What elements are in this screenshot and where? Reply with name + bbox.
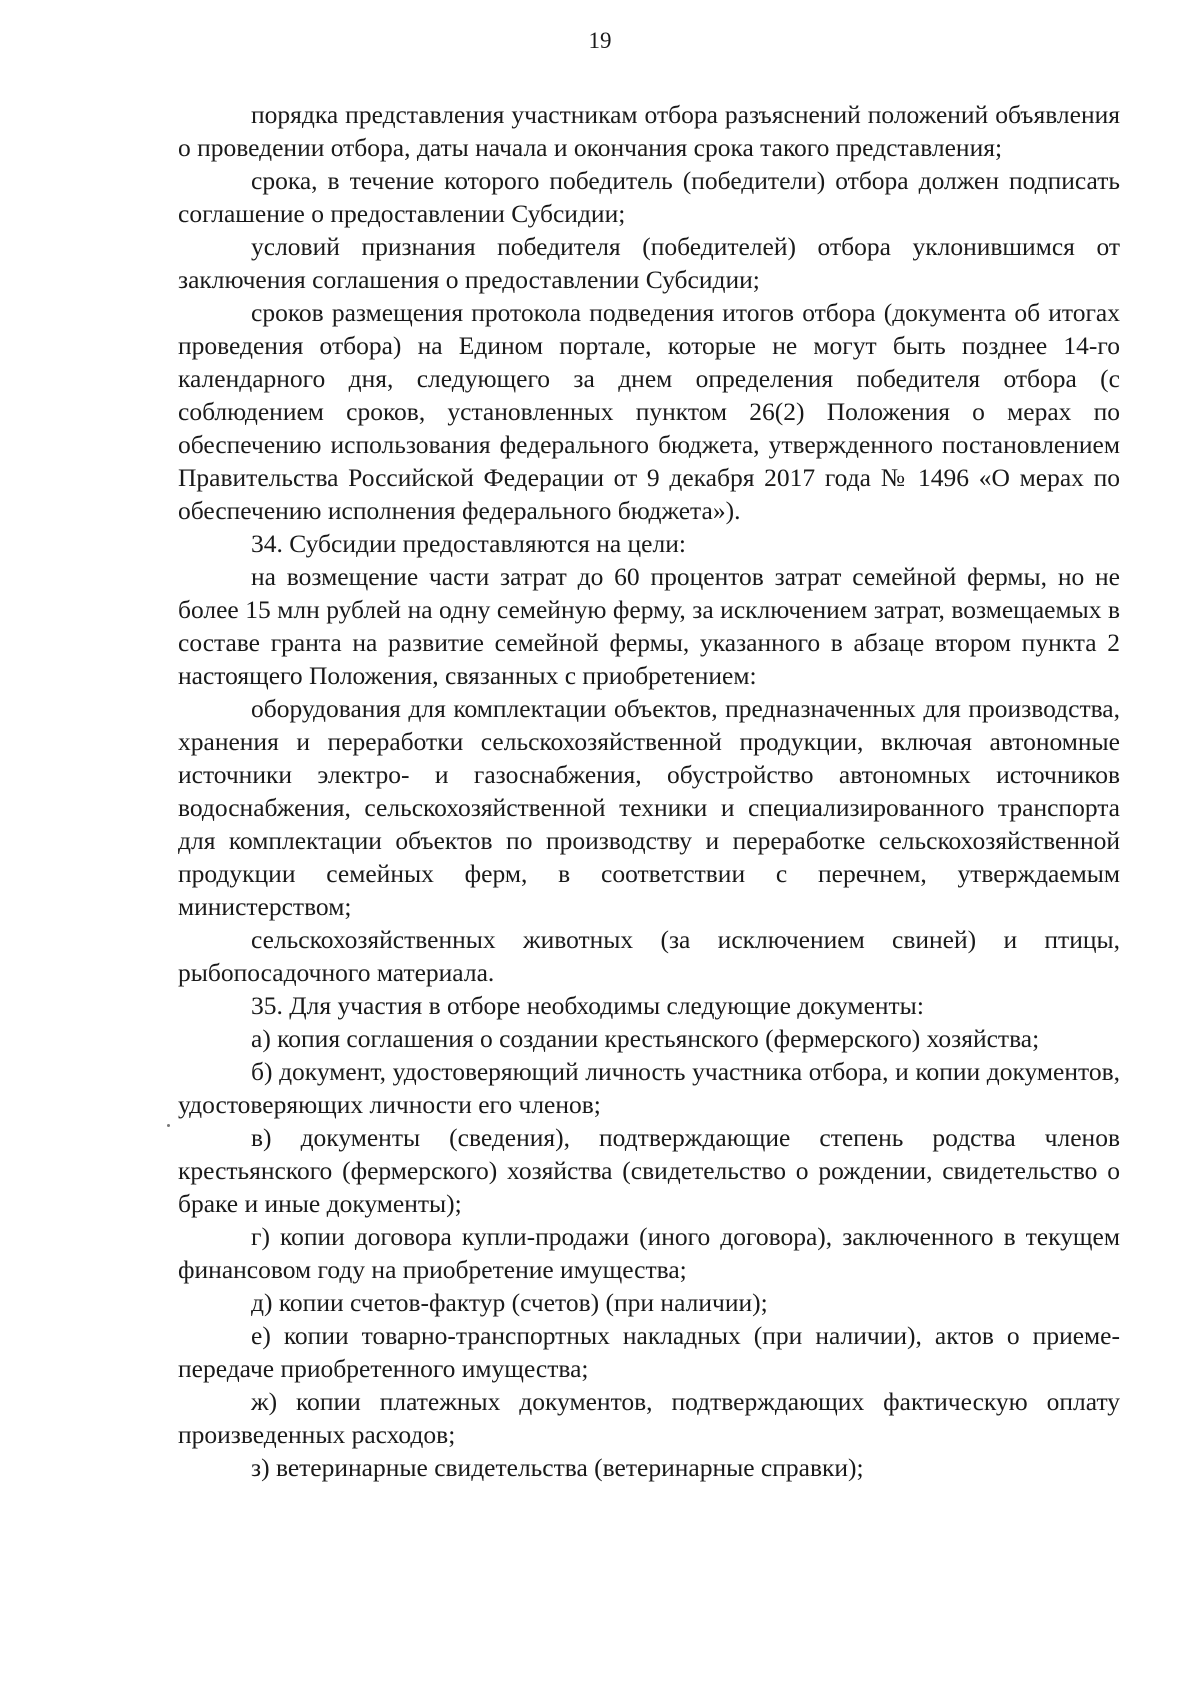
list-item-d: д) копии счетов-фактур (счетов) (при наличии); — [251, 1288, 768, 1317]
paragraph-cost-reimbursement: на возмещение части затрат до 60 процентов затрат семейной фермы, но не более 15 млн рублей на одну семейную ферму, за исключением затрат, возмещаемых в составе гранта на развитие семейной фермы, указанного в абзаце втором пункта 2 настоящего Положения, связанных с приобретением: — [178, 562, 1120, 690]
paragraph-item-35: 35. Для участия в отборе необходимы следующие документы: — [251, 991, 924, 1020]
paragraph-item-34: 34. Субсидии предоставляются на цели: — [251, 529, 686, 558]
paragraph-animals: сельскохозяйственных животных (за исключением свиней) и птицы, рыбопосадочного материала. — [178, 925, 1120, 987]
list-item-e: е) копии товарно-транспортных накладных (при наличии), актов о приеме-передаче приобретенного имущества; — [178, 1321, 1120, 1383]
paragraph-evasion-conditions: условий признания победителя (победителей) отбора уклонившимся от заключения соглашения о предоставлении Субсидии; — [178, 232, 1120, 294]
list-item-zh: ж) копии платежных документов, подтверждающих фактическую оплату произведенных расходов; — [178, 1387, 1120, 1449]
paragraph-equipment: оборудования для комплектации объектов, предназначенных для производства, хранения и переработки сельскохозяйственной продукции, включая автономные источники электро- и газоснабжения, обустройство автономных источников водоснабжения, сельскохозяйственной техники и специализированного транспорта для комплектации объектов по производству и переработке сельскохозяйственной продукции семейных ферм, в соответствии с перечнем, утверждаемым министерством; — [178, 694, 1120, 921]
list-item-v: в) документы (сведения), подтверждающие степень родства членов крестьянского (фермерского) хозяйства (свидетельство о рождении, свидетельство о браке и иные документы); — [178, 1123, 1120, 1218]
document-body — [178, 98, 1120, 1484]
scan-speck — [167, 1124, 170, 1127]
paragraph-explanation-procedure: порядка представления участникам отбора разъяснений положений объявления о проведении отбора, даты начала и окончания срока такого представления; — [178, 100, 1120, 162]
paragraph-agreement-deadline: срока, в течение которого победитель (победители) отбора должен подписать соглашение о предоставлении Субсидии; — [178, 166, 1120, 228]
paragraph-protocol-deadlines: сроков размещения протокола подведения итогов отбора (документа об итогах проведения отбора) на Едином портале, которые не могут быть позднее 14-го календарного дня, следующего за днем определения победителя отбора (с соблюдением сроков, установленных пунктом 26(2) Положения о мерах по обеспечению использования федерального бюджета, утвержденного постановлением Правительства Российской Федерации от 9 декабря 2017 года № 1496 «О мерах по обеспечению исполнения федерального бюджета»). — [178, 298, 1120, 525]
list-item-b: б) документ, удостоверяющий личность участника отбора, и копии документов, удостоверяющих личности его членов; — [178, 1057, 1120, 1119]
list-item-a: а) копия соглашения о создании крестьянского (фермерского) хозяйства; — [251, 1024, 1040, 1053]
list-item-g: г) копии договора купли-продажи (иного договора), заключенного в текущем финансовом году на приобретение имущества; — [178, 1222, 1120, 1284]
page-number: 19 — [588, 28, 612, 53]
list-item-z: з) ветеринарные свидетельства (ветеринарные справки); — [251, 1453, 864, 1482]
